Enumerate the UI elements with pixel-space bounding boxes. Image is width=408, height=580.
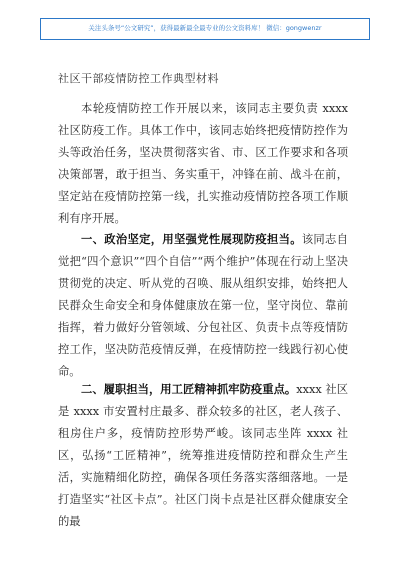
promo-banner [40,18,370,40]
section-1-heading: 一、政治坚定，用坚强党性展现防疫担当。 [81,232,302,246]
section-2-heading: 二、履职担当，用工匠精神抓牢防疫重点。 [81,382,297,396]
section-2-body: xxxx 社区是 xxxx 市安置村庄最多、群众较多的社区，老人孩子、租房住户多，疫情防控形势严峻。该同志坐阵 xxxx 社区，弘扬“工匠精神”，统筹推进疫情防控和群众生产生活，实施精细化防控，确保各项任务落实落细落地。一是打造坚实“社区卡点”。社区门岗卡点是社区群众健康安全的最 [58,383,348,528]
paragraph-section-1 [58,228,348,383]
section-1-body: 该同志自觉把“四个意识”“四个自信”“两个维护”体现在行动上坚决贯彻党的决定、听从党的召唤、服从组织安排，始终把人民群众生命安全和身体健康放在第一位，坚守岗位、靠前指挥，着力做好分管领域、分包社区、负责卡点等疫情防控工作，坚决防范疫情反弹，在疫情防控一线践行初心使命。 [58,233,348,378]
paragraph-intro [58,98,348,230]
paragraph-intro-text: 本轮疫情防控工作开展以来，该同志主要负责 xxxx 社区防疫工作。具体工作中，该同志始终把疫情防控作为头等政治任务，坚决贯彻落实省、市、区工作要求和各项决策部署，敢于担当、务实重干，冲锋在前、战斗在前，坚定站在疫情防控第一线，扎实推动疫情防控各项工作顺利有序开展。 [58,102,348,225]
document-title: 社区干部疫情防控工作典型材料 [58,72,219,85]
paragraph-section-2 [58,378,348,533]
promo-banner-text: 关注头条号“公文研究”，获得最新最全最专业的公文资料库！ 微信：gongwenzr [88,24,322,32]
